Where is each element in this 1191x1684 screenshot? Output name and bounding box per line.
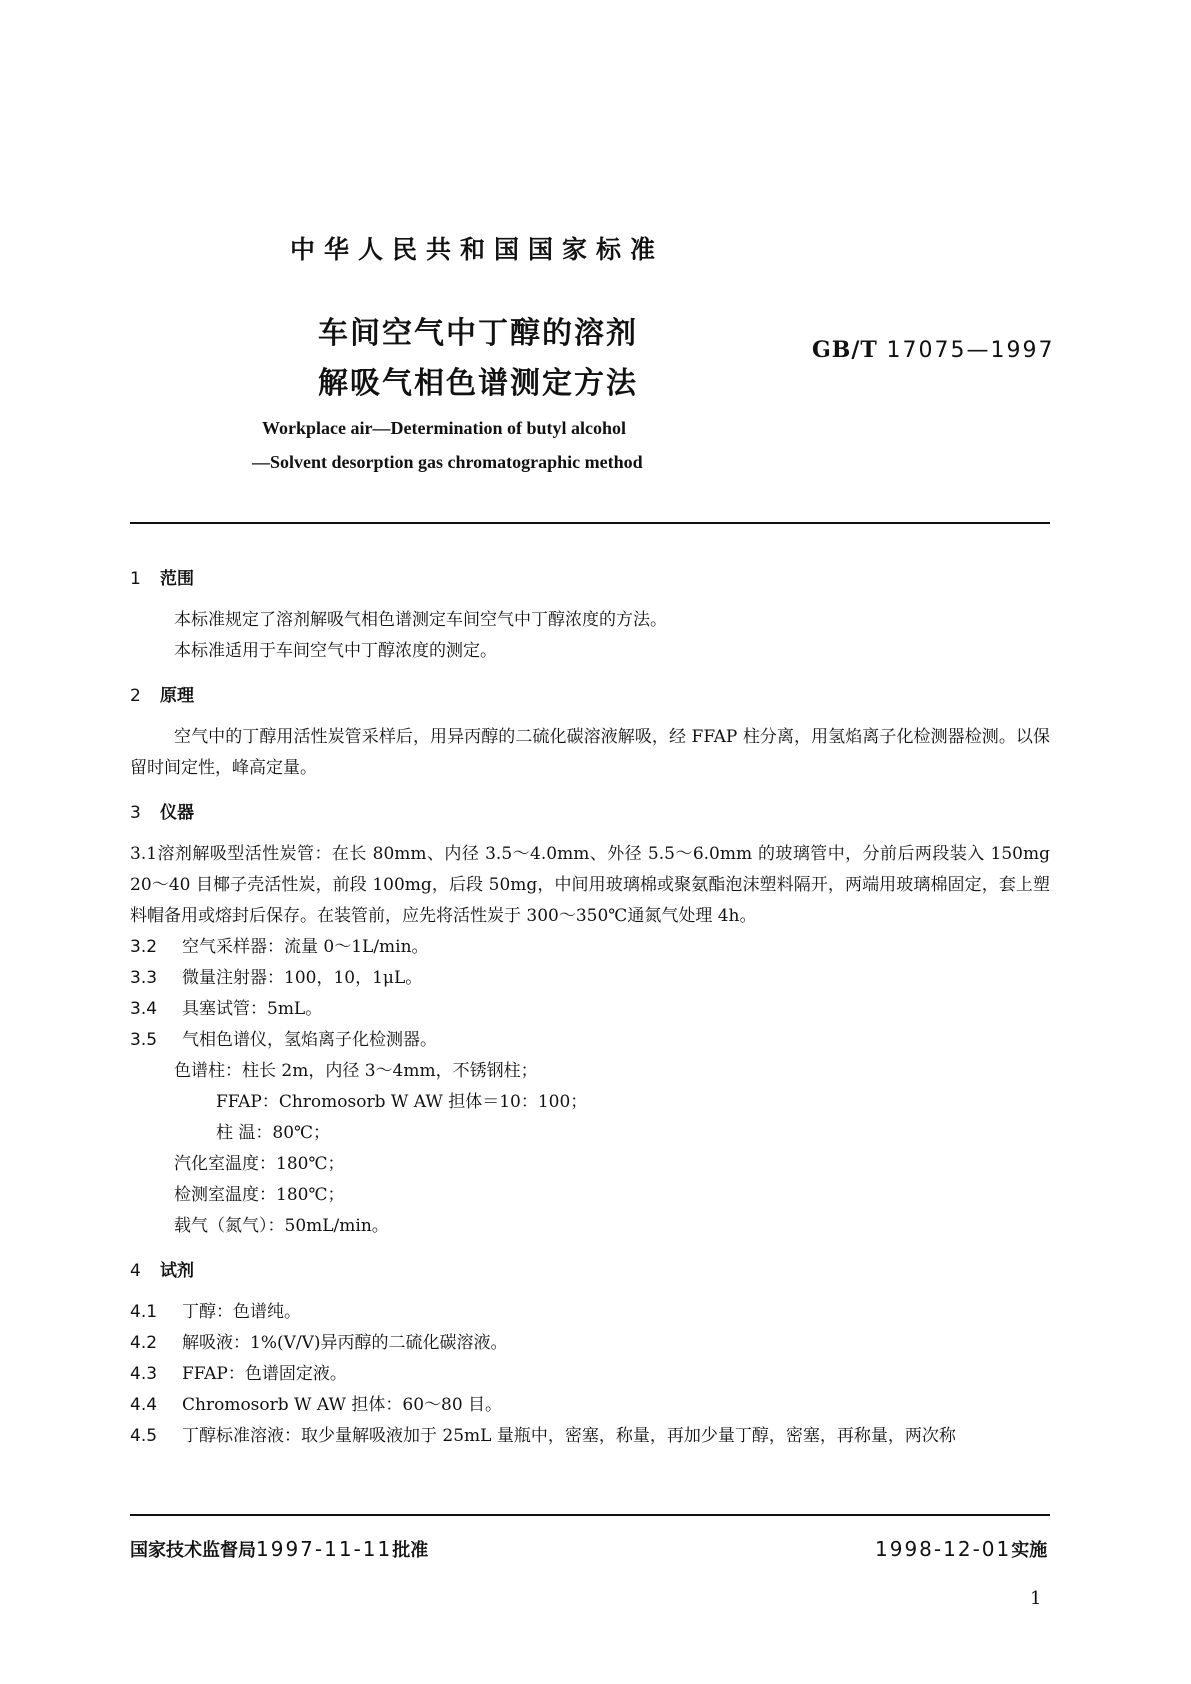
list-item [130,994,1050,1025]
paragraph: 空气中的丁醇用活性炭管采样后，用异丙醇的二硫化碳溶液解吸，经 FFAP 柱分离，用氢焰离子化检测器检测。以保留时间定性，峰高定量。 [130,727,1050,778]
item-text: 解吸液：1%(V/V)异丙醇的二硫化碳溶液。 [182,1333,508,1353]
list-item [130,1421,1050,1452]
item-number: 4.3 [130,1364,158,1384]
item-text: 丁醇标准溶液：取少量解吸液加于 25mL 量瓶中，密塞，称量，再加少量丁醇，密塞，再称量，两次称 [182,1426,956,1446]
item-text: Chromosorb W AW 担体：60～80 目。 [182,1395,503,1415]
approval-suffix: 批准 [392,1540,429,1561]
paragraph: 本标准规定了溶剂解吸气相色谱测定车间空气中丁醇浓度的方法。 [174,610,667,630]
stationary-phase-spec: FFAP：Chromosorb W AW 担体＝10：100； [216,1092,588,1112]
item-number: 3.3 [130,968,158,988]
approval-date: 1997-11-11 [256,1537,393,1561]
item-text: 空气采样器：流量 0～1L/min。 [182,937,429,957]
effective-suffix: 实施 [1011,1540,1048,1561]
english-title-line-1: Workplace air—Determination of butyl alcohol [262,418,626,438]
approval-authority: 国家技术监督局 [130,1540,256,1561]
vaporizer-temperature: 汽化室温度：180℃； [174,1154,345,1174]
list-item [130,932,1050,963]
list-item [130,1025,1050,1056]
item-text: 气相色谱仪，氢焰离子化检测器。 [182,1030,437,1050]
item-number: 3.4 [130,999,158,1019]
approval-line [130,1536,428,1562]
section-heading-apparatus [130,798,1050,829]
list-item [130,963,1050,994]
item-number: 3.1 [130,844,158,864]
item-number: 4.5 [130,1426,158,1446]
page-number: 1 [1030,1588,1042,1609]
chinese-title-line-1: 车间空气中丁醇的溶剂 [318,316,638,351]
chinese-title-line-2: 解吸气相色谱测定方法 [318,366,638,401]
section-number: 1 [130,569,141,589]
section-title: 范围 [160,569,194,589]
section-number: 2 [130,686,141,706]
item-text: FFAP：色谱固定液。 [182,1364,347,1384]
english-title-line-2: —Solvent desorption gas chromatographic method [252,452,643,472]
item-number: 4.1 [130,1302,158,1322]
item-number: 4.4 [130,1395,158,1415]
effective-date: 1998-12-01 [875,1537,1012,1561]
section-heading-scope [130,564,1050,595]
section-title: 原理 [160,686,194,706]
list-item [130,1328,1050,1359]
carrier-gas: 载气（氮气）：50mL/min。 [174,1216,389,1236]
item-text: 丁醇：色谱纯。 [182,1302,301,1322]
item-number: 3.2 [130,937,158,957]
paragraph: 本标准适用于车间空气中丁醇浓度的测定。 [174,641,497,661]
item-text: 微量注射器：100，10，1μL。 [182,968,423,988]
list-item [130,839,1050,932]
section-title: 试剂 [160,1261,194,1281]
column-spec: 色谱柱：柱长 2m，内径 3～4mm，不锈钢柱； [174,1061,538,1081]
effective-line [875,1536,1047,1562]
item-text: 溶剂解吸型活性炭管：在长 80mm、内径 3.5～4.0mm、外径 5.5～6.0mm 的玻璃管中，分前后两段装入 150mg 20～40 目椰子壳活性炭，前段 100mg，后段 50mg，中间用玻璃棉或聚氨酯泡沫塑料隔开，两端用玻璃棉固定，套上塑料帽备用或熔封后保存。在装管前，应先将活性炭于 300～350℃通氮气处理 4h。 [130,844,1050,926]
footer-divider [130,1514,1050,1516]
item-number: 3.5 [130,1030,158,1050]
standard-code [812,337,1054,363]
list-item [130,1390,1050,1421]
list-item [130,1359,1050,1390]
section-title: 仪器 [160,803,194,823]
column-temperature: 柱 温：80℃； [216,1123,331,1143]
section-heading-principle [130,681,1050,712]
item-text: 具塞试管：5mL。 [182,999,323,1019]
document-body [130,560,1050,1452]
national-standard-heading: 中华人民共和国国家标准 [290,235,665,264]
standard-code-prefix: GB/T [812,337,878,363]
section-number: 4 [130,1261,141,1281]
item-number: 4.2 [130,1333,158,1353]
standard-code-number: 17075—1997 [886,338,1055,363]
header-divider [130,522,1050,524]
section-heading-reagents [130,1256,1050,1287]
section-number: 3 [130,803,141,823]
detector-temperature: 检测室温度：180℃； [174,1185,345,1205]
list-item [130,1297,1050,1328]
